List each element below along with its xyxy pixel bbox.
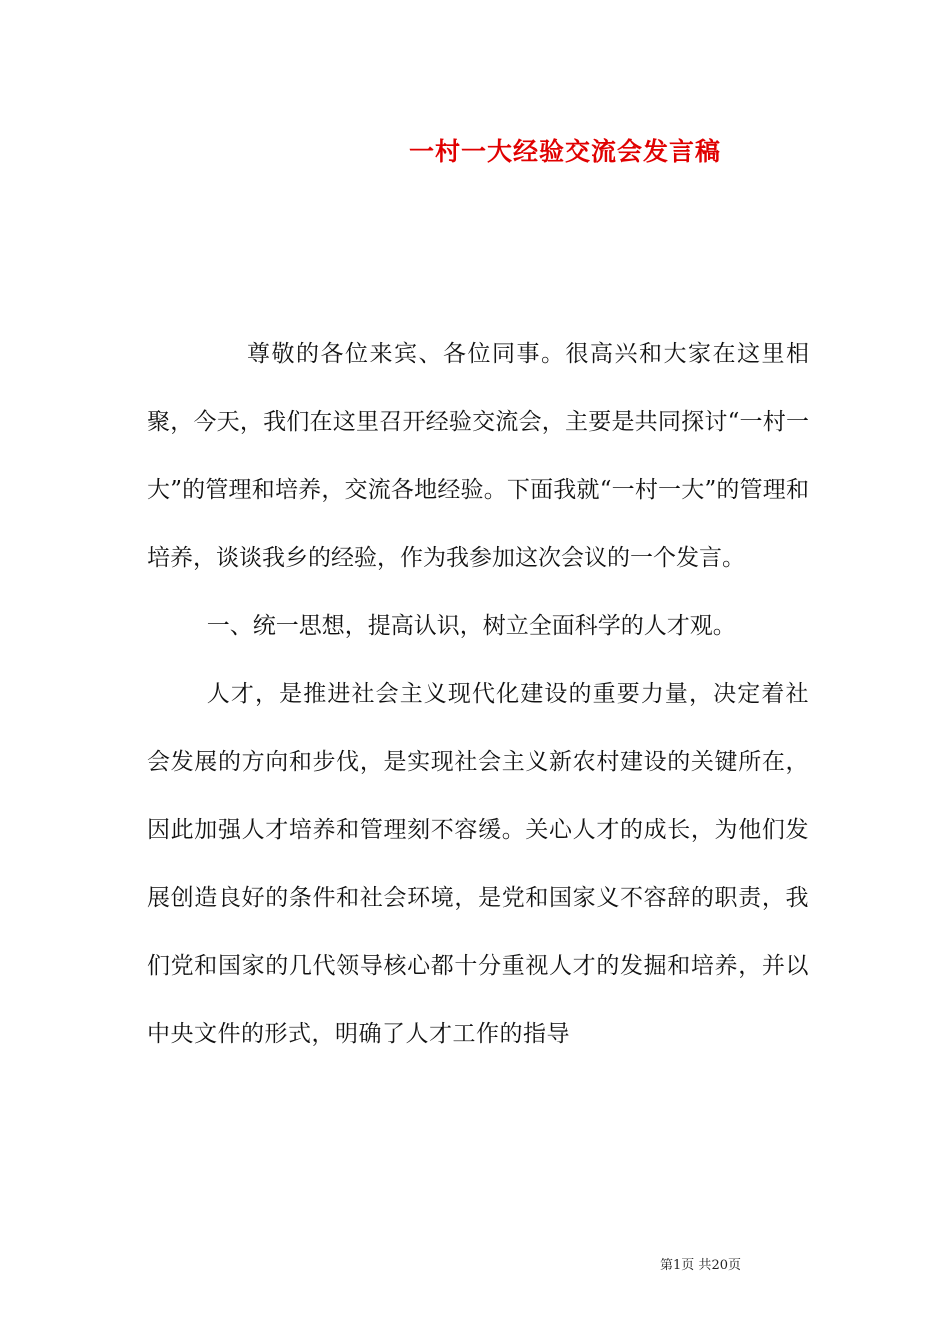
document-body [147, 320, 809, 1068]
footer-middle: 页 共 [681, 1258, 712, 1273]
footer-suffix: 页 [727, 1258, 741, 1273]
page-footer [660, 1254, 840, 1273]
section-heading-1: 一、统一思想，提高认识，树立全面科学的人才观。 [206, 613, 736, 639]
paragraph-talent: 人才，是推进社会主义现代化建设的重要力量，决定着社会发展的方向和步伐，是实现社会主义新农村建设的关键所在，因此加强人才培养和管理刻不容缓。关心人才的成长，为他们发展创造良好的条件和社会环境，是党和国家义不容辞的职责，我们党和国家的几代领导核心都十分重视人才的发掘和培养，并以中央文件的形式，明确了人才工作的指导 [147, 681, 809, 1047]
paragraph-greeting: 尊敬的各位来宾、各位同事。很高兴和大家在这里相聚，今天，我们在这里召开经验交流会，主要是共同探讨“一村一大”的管理和培养，交流各地经验。下面我就“一村一大”的管理和培养，谈谈我乡的经验，作为我参加这次会议的一个发言。 [147, 341, 809, 571]
footer-total-pages: 20 [711, 1258, 728, 1273]
footer-page-number: 1 [673, 1258, 682, 1273]
footer-prefix: 第 [660, 1258, 674, 1273]
document-title: 一村一大经验交流会发言稿 [408, 137, 721, 166]
